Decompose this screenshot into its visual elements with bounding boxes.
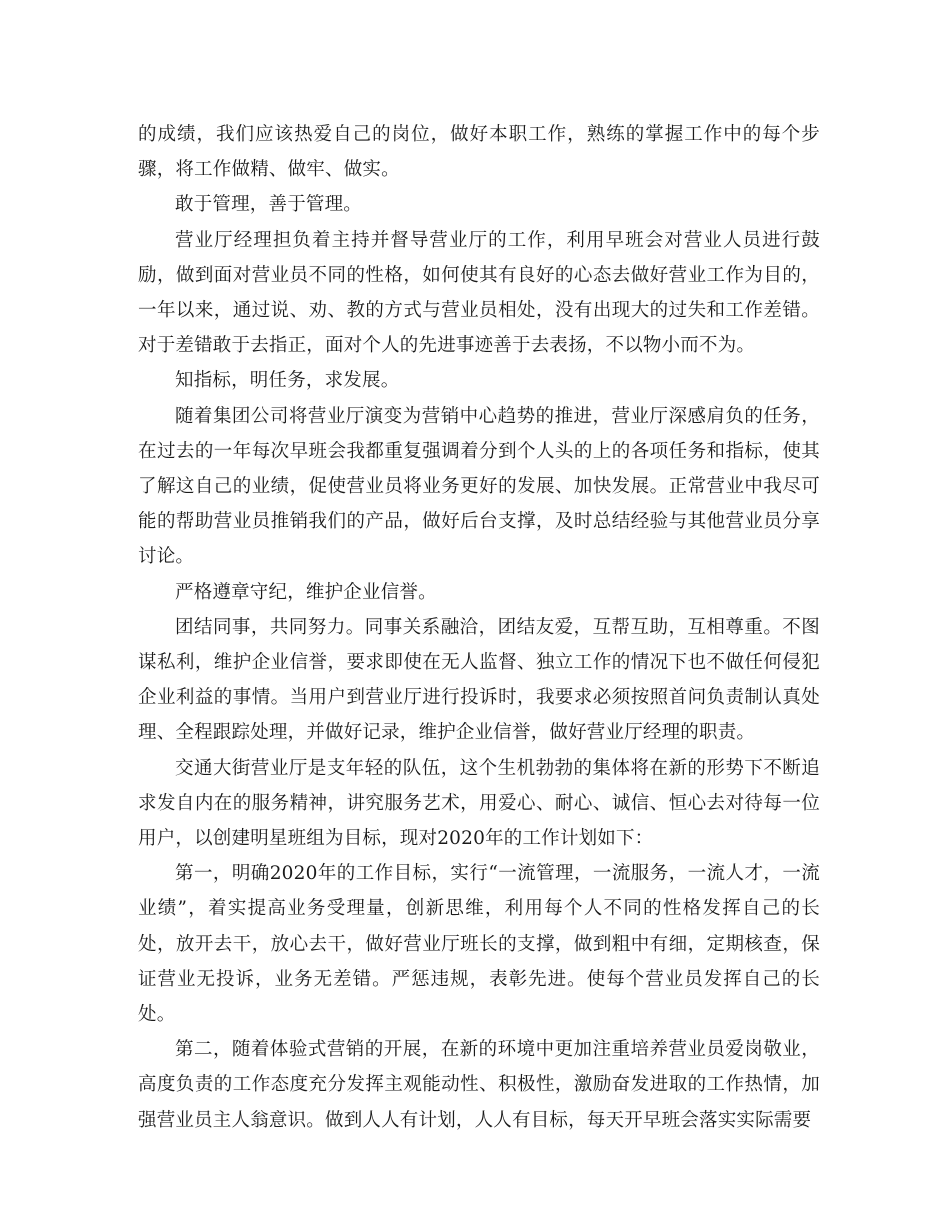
paragraph: 的成绩，我们应该热爱自己的岗位，做好本职工作，熟练的掌握工作中的每个步骤，将工作做精、做牢、做实。 [138, 124, 820, 181]
paragraph: 交通大街营业厅是支年轻的队伍，这个生机勃勃的集体将在新的形势下不断追求发自内在的服务精神，讲究服务艺术，用爱心、耐心、诚信、恒心去对待每一位用户，以创建明星班组为目标，现对2020年的工作计划如下： [138, 757, 820, 850]
paragraph: 营业厅经理担负着主持并督导营业厅的工作，利用早班会对营业人员进行鼓励，做到面对营业员不同的性格，如何使其有良好的心态去做好营业工作为目的，一年以来，通过说、劝、教的方式与营业员相处，没有出现大的过失和工作差错。对于差错敢于去指正，面对个人的先进事迹善于去表扬，不以物小而不为。 [138, 229, 820, 357]
paragraph: 随着集团公司将营业厅演变为营销中心趋势的推进，营业厅深感肩负的任务，在过去的一年每次早班会我都重复强调着分到个人头的上的各项任务和指标，使其了解这自己的业绩，促使营业员将业务更好的发展、加快发展。正常营业中我尽可能的帮助营业员推销我们的产品，做好后台支撑，及时总结经验与其他营业员分享讨论。 [138, 405, 820, 568]
paragraph: 团结同事，共同努力。同事关系融洽，团结友爱，互帮互助，互相尊重。不图谋私利，维护企业信誉，要求即使在无人监督、独立工作的情况下也不做任何侵犯企业利益的事情。当用户到营业厅进行投诉时，我要求必须按照首问负责制认真处理、全程跟踪处理，并做好记录，维护企业信誉，做好营业厅经理的职责。 [138, 616, 820, 744]
paragraph: 知指标，明任务，求发展。 [175, 370, 400, 392]
paragraph: 严格遵章守纪，维护企业信誉。 [175, 581, 437, 603]
paragraph: 敢于管理，善于管理。 [175, 194, 363, 216]
paragraph: 第一，明确2020年的工作目标，实行“一流管理，一流服务，一流人才，一流业绩”，着实提高业务受理量，创新思维，利用每个人不同的性格发挥自己的长处，放开去干，放心去干，做好营业厅班长的支撑，做到粗中有细，定期核查，保证营业无投诉，业务无差错。严惩违规，表彰先进。使每个营业员发挥自己的长处。 [138, 863, 820, 1026]
document-body [138, 117, 820, 1138]
paragraph: 第二，随着体验式营销的开展，在新的环境中更加注重培养营业员爱岗敬业，高度负责的工作态度充分发挥主观能动性、积极性，激励奋发进取的工作热情，加强营业员主人翁意识。做到人人有计划，人人有目标，每天开早班会落实实际需要 [138, 1039, 820, 1131]
